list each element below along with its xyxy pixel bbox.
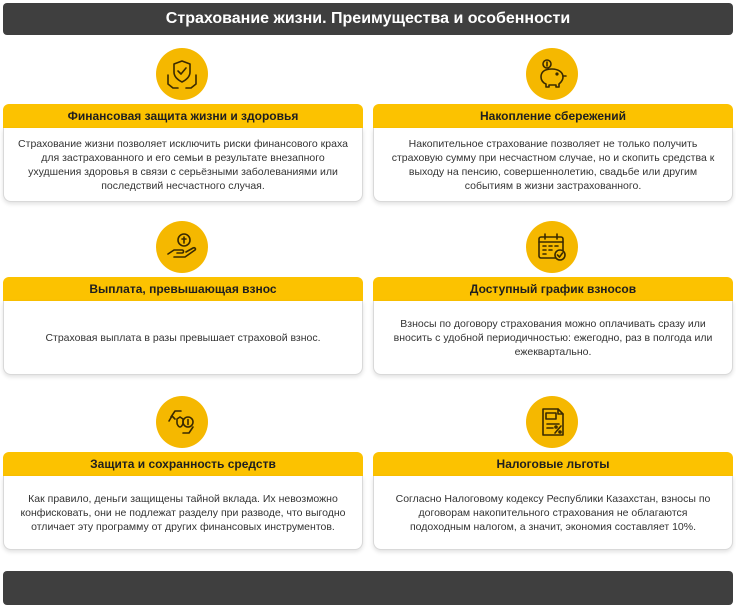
card-title: Финансовая защита жизни и здоровья xyxy=(3,104,363,128)
card-title: Доступный график взносов xyxy=(373,277,733,301)
footer-bar xyxy=(3,571,733,605)
card-title: Выплата, превышающая взнос xyxy=(3,277,363,301)
piggy-bank-icon xyxy=(526,48,578,100)
card-title: Налоговые льготы xyxy=(373,452,733,476)
calendar-icon xyxy=(526,221,578,273)
tax-document-icon xyxy=(526,396,578,448)
card-text: Взносы по договору страхования можно оплачивать сразу или вносить с удобной периодичностью: ежегодно, раз в полгода или ежеквартально. xyxy=(373,301,733,375)
shield-hands-icon xyxy=(156,48,208,100)
card-text: Накопительное страхование позволяет не только получить страховую сумму при несчастном случае, но и скопить средства к выходу на пенсию, совершеннолетию, свадьбе или другим событиям в жизни застрахованного. xyxy=(373,128,733,202)
exchange-icon xyxy=(156,396,208,448)
card-title: Защита и сохранность средств xyxy=(3,452,363,476)
card-text: Страховая выплата в разы превышает страховой взнос. xyxy=(3,301,363,375)
card-text: Как правило, деньги защищены тайной вклада. Их невозможно конфисковать, они не подлежат разделу при разводе, что выгодно отличает эту программу от других финансовых инструментов. xyxy=(3,476,363,550)
card-title: Накопление сбережений xyxy=(373,104,733,128)
card-text: Страхование жизни позволяет исключить риски финансового краха для застрахованного и его семьи в результате внезапного ухудшения здоровья в связи с серьёзными заболеваниями или последствий несчастного случая. xyxy=(3,128,363,202)
card-text: Согласно Налоговому кодексу Республики Казахстан, взносы по договорам накопительного страхования не облагаются подоходным налогом, а значит, экономия составляет 10%. xyxy=(373,476,733,550)
page-title: Страхование жизни. Преимущества и особенности xyxy=(3,3,733,35)
hand-coin-icon xyxy=(156,221,208,273)
